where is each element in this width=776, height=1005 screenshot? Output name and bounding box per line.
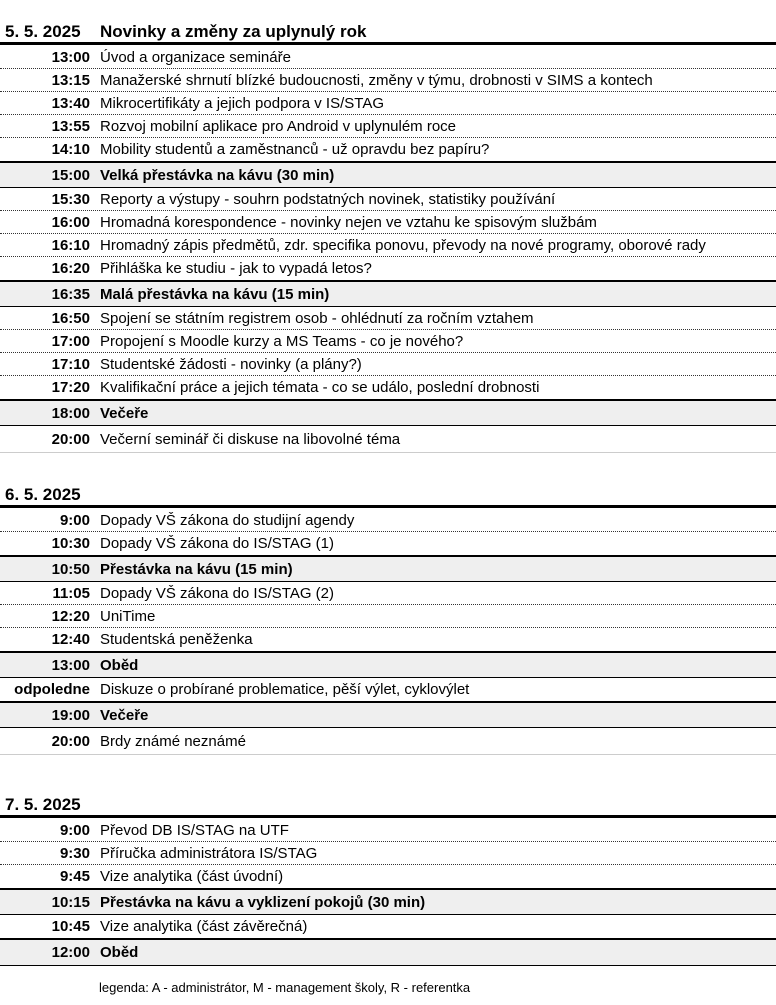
session-time: 13:40 bbox=[51, 94, 90, 112]
session-row bbox=[0, 307, 776, 330]
session-title: UniTime bbox=[100, 607, 156, 625]
break-row bbox=[0, 281, 776, 307]
break-title: Přestávka na kávu (15 min) bbox=[100, 560, 293, 578]
session-title: Hromadný zápis předmětů, zdr. specifika ponovu, převody na nové programy, oborové rady bbox=[100, 236, 706, 254]
session-title: Rozvoj mobilní aplikace pro Android v uplynulém roce bbox=[100, 117, 457, 135]
session-row bbox=[0, 69, 776, 92]
session-title: Studentská peněženka bbox=[100, 631, 253, 648]
session-time: 9:00 bbox=[59, 511, 90, 529]
session-row bbox=[0, 46, 776, 69]
session-title: Převod DB IS/STAG na UTF bbox=[100, 821, 289, 839]
day-heading bbox=[0, 795, 776, 818]
session-time: 16:50 bbox=[51, 309, 90, 327]
session-row bbox=[0, 842, 776, 865]
session-row bbox=[0, 915, 776, 939]
session-title: Kvalifikační práce a jejich témata - co se událo, poslední drobnosti bbox=[100, 379, 540, 396]
break-title: Oběd bbox=[100, 656, 139, 674]
session-title: Hromadná korespondence - novinky nejen ve vztahu ke spisovým službám bbox=[100, 213, 597, 231]
day-section bbox=[0, 22, 776, 453]
session-time: 19:00 bbox=[51, 706, 90, 724]
break-row bbox=[0, 162, 776, 188]
day-heading bbox=[0, 485, 776, 508]
session-row bbox=[0, 819, 776, 842]
session-title: Úvod a organizace semináře bbox=[100, 48, 291, 66]
session-time: 9:00 bbox=[59, 821, 90, 839]
day-heading bbox=[0, 22, 776, 45]
session-title: Spojení se státním registrem osob - ohlédnutí za ročním vztahem bbox=[100, 309, 534, 327]
session-time: 10:45 bbox=[51, 918, 90, 935]
session-row bbox=[0, 257, 776, 281]
session-time: 17:00 bbox=[51, 332, 90, 350]
session-time: 10:30 bbox=[51, 535, 90, 552]
session-time: 16:10 bbox=[51, 236, 90, 254]
session-title: Mobility studentů a zaměstnanců - už opravdu bez papíru? bbox=[100, 141, 490, 158]
session-time: 20:00 bbox=[51, 430, 90, 448]
session-time: 15:30 bbox=[51, 190, 90, 208]
break-row bbox=[0, 939, 776, 966]
session-time: 20:00 bbox=[51, 732, 90, 750]
day-title: Novinky a změny za uplynulý rok bbox=[100, 22, 367, 41]
session-row bbox=[0, 138, 776, 162]
break-title: Večeře bbox=[100, 706, 149, 724]
session-row bbox=[0, 234, 776, 257]
session-time: 14:10 bbox=[51, 141, 90, 158]
session-time: odpoledne bbox=[14, 681, 90, 698]
break-title: Oběd bbox=[100, 944, 139, 961]
session-row bbox=[0, 426, 776, 453]
session-title: Propojení s Moodle kurzy a MS Teams - co je nového? bbox=[100, 332, 464, 350]
session-title: Studentské žádosti - novinky (a plány?) bbox=[100, 355, 362, 373]
break-title: Malá přestávka na kávu (15 min) bbox=[100, 285, 330, 303]
break-title: Velká přestávka na kávu (30 min) bbox=[100, 166, 335, 184]
session-row bbox=[0, 628, 776, 652]
session-title: Vize analytika (část úvodní) bbox=[100, 868, 284, 885]
session-time: 12:20 bbox=[51, 607, 90, 625]
session-time: 17:20 bbox=[51, 379, 90, 396]
session-time: 15:00 bbox=[51, 166, 90, 184]
session-row bbox=[0, 330, 776, 353]
session-row bbox=[0, 509, 776, 532]
break-title: Přestávka na kávu a vyklizení pokojů (30 min) bbox=[100, 893, 426, 911]
session-row bbox=[0, 115, 776, 138]
session-title: Diskuze o probírané problematice, pěší výlet, cyklovýlet bbox=[100, 681, 470, 698]
break-row bbox=[0, 889, 776, 915]
session-time: 13:00 bbox=[51, 656, 90, 674]
session-row bbox=[0, 92, 776, 115]
break-title: Večeře bbox=[100, 404, 149, 422]
break-row bbox=[0, 702, 776, 728]
day-section bbox=[0, 485, 776, 755]
break-row bbox=[0, 400, 776, 426]
session-title: Večerní seminář či diskuse na libovolné téma bbox=[100, 430, 401, 448]
session-row bbox=[0, 605, 776, 628]
session-row bbox=[0, 376, 776, 400]
session-row bbox=[0, 678, 776, 702]
session-row bbox=[0, 865, 776, 889]
session-time: 9:45 bbox=[59, 868, 90, 885]
break-row bbox=[0, 556, 776, 582]
session-title: Reporty a výstupy - souhrn podstatných novinek, statistiky používání bbox=[100, 190, 556, 208]
day-date: 5. 5. 2025 bbox=[5, 22, 81, 41]
session-row bbox=[0, 353, 776, 376]
session-title: Brdy známé neznámé bbox=[100, 732, 246, 750]
session-row bbox=[0, 532, 776, 556]
session-title: Přihláška ke studiu - jak to vypadá letos? bbox=[100, 260, 372, 277]
session-row bbox=[0, 188, 776, 211]
day-date: 6. 5. 2025 bbox=[5, 485, 81, 504]
session-time: 17:10 bbox=[51, 355, 90, 373]
session-title: Manažerské shrnutí blízké budoucnosti, změny v týmu, drobnosti v SIMS a kontech bbox=[100, 71, 653, 89]
session-title: Dopady VŠ zákona do IS/STAG (2) bbox=[100, 584, 335, 602]
legend: legenda: A - administrátor, M - management školy, R - referentka bbox=[99, 980, 471, 995]
day-date: 7. 5. 2025 bbox=[5, 795, 81, 814]
session-time: 13:15 bbox=[51, 71, 90, 89]
session-time: 18:00 bbox=[51, 404, 90, 422]
session-time: 11:05 bbox=[52, 584, 90, 602]
session-time: 10:15 bbox=[51, 893, 90, 911]
session-title: Dopady VŠ zákona do IS/STAG (1) bbox=[100, 535, 335, 552]
session-row bbox=[0, 728, 776, 755]
session-time: 16:35 bbox=[51, 285, 90, 303]
session-title: Dopady VŠ zákona do studijní agendy bbox=[100, 511, 355, 529]
session-time: 12:40 bbox=[51, 631, 90, 648]
session-row bbox=[0, 211, 776, 234]
session-time: 13:55 bbox=[51, 117, 90, 135]
session-title: Vize analytika (část závěrečná) bbox=[100, 918, 308, 935]
session-row bbox=[0, 582, 776, 605]
session-time: 16:20 bbox=[51, 260, 90, 277]
session-title: Mikrocertifikáty a jejich podpora v IS/STAG bbox=[100, 94, 384, 112]
session-time: 10:50 bbox=[51, 560, 90, 578]
session-time: 12:00 bbox=[51, 944, 90, 961]
break-row bbox=[0, 652, 776, 678]
session-title: Příručka administrátora IS/STAG bbox=[100, 844, 318, 862]
day-section bbox=[0, 795, 776, 966]
session-time: 16:00 bbox=[51, 213, 90, 231]
session-time: 9:30 bbox=[59, 844, 90, 862]
session-time: 13:00 bbox=[51, 48, 90, 66]
